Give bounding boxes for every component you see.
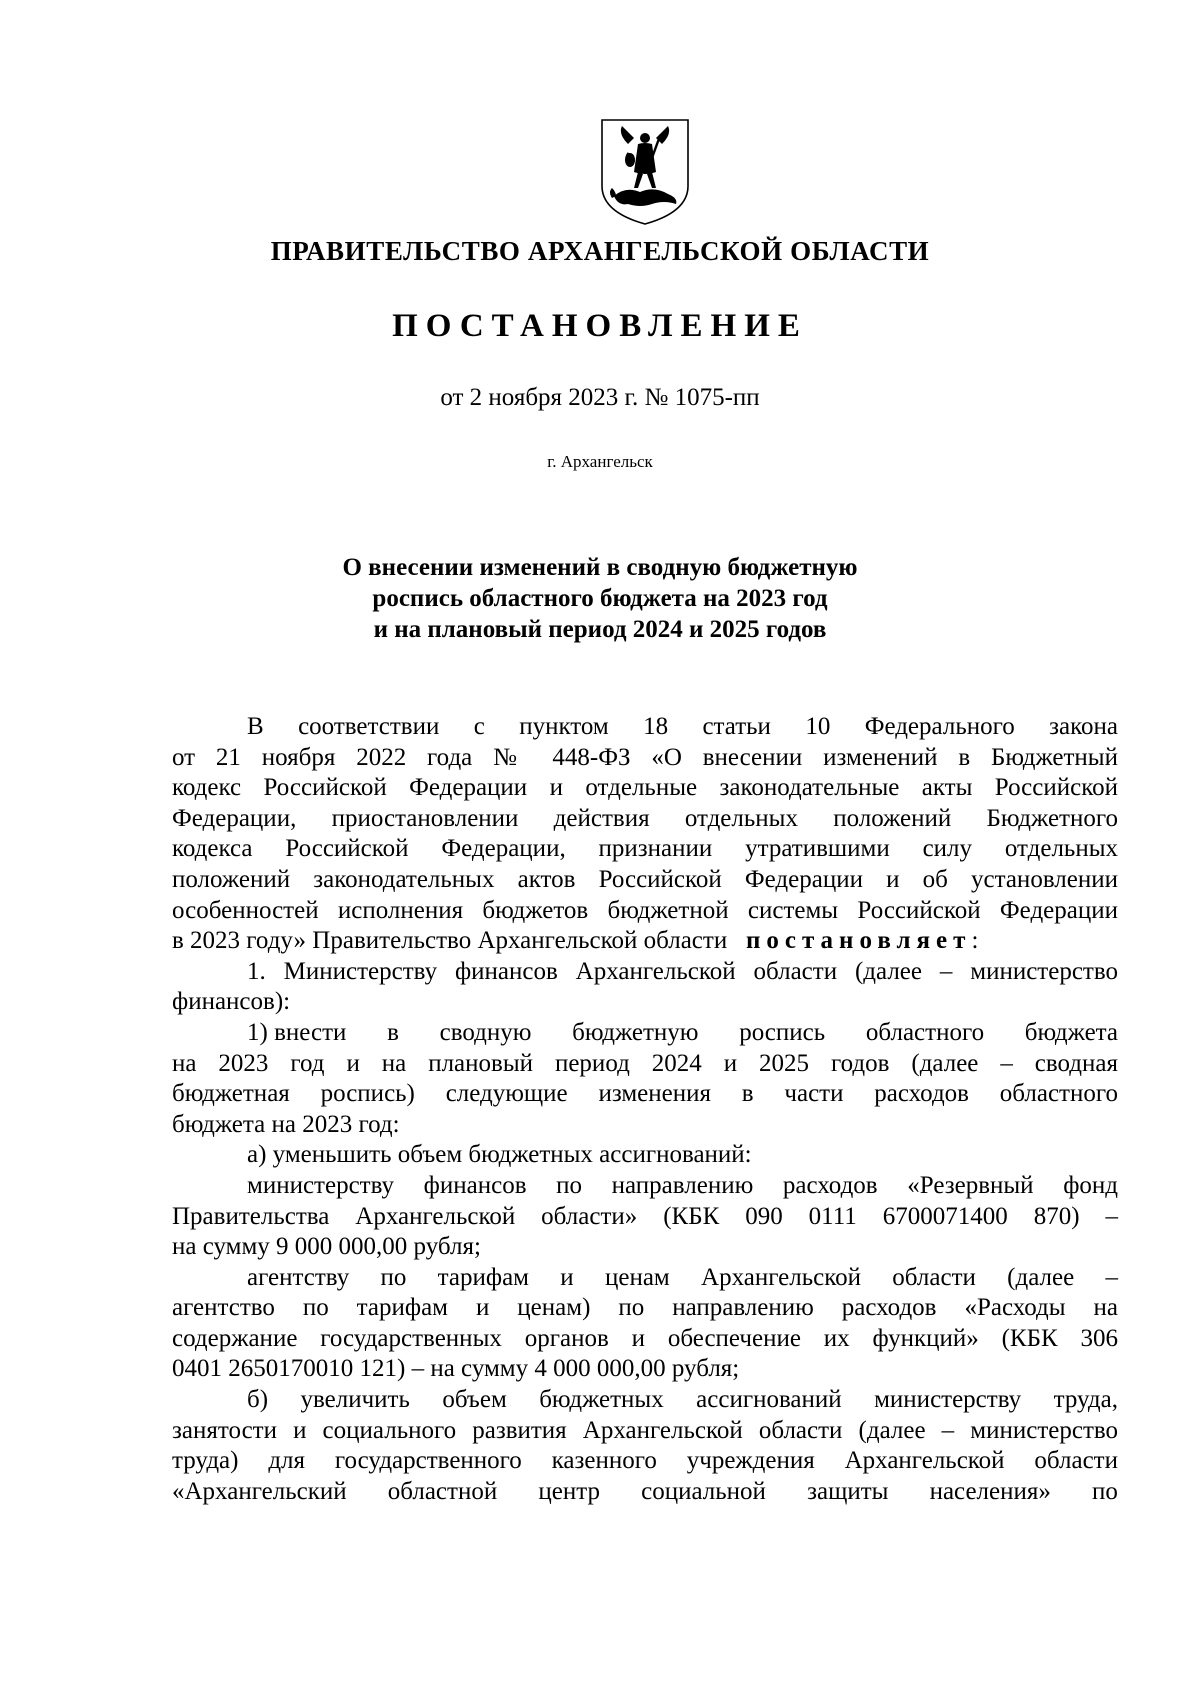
body-word: В [247,713,264,740]
body-line [172,926,1118,957]
body-word: с [473,713,485,740]
body-line: на сумму 9 000 000,00 рубля; [172,1233,481,1261]
body-line: агентству по тарифам и ценам Архангельской области (далее – [247,1263,1118,1291]
body-line: Правительства Архангельской области» (КБК 090 0111 6700071400 870) – [172,1202,1118,1230]
body-word: по [1092,1477,1118,1505]
body-line: занятости и социального развития Архангельской области (далее – министерство [172,1416,1118,1444]
body-word: 10 [805,713,831,740]
body-word: «Архангельский [172,1477,347,1505]
body-word: бюджета [1024,1018,1118,1046]
body-word: в [387,1018,399,1046]
body-line: бюджетная роспись) следующие изменения в части расходов областного [172,1080,1118,1108]
body-word: областного [865,1018,985,1046]
body-word: населения» [929,1477,1051,1505]
body-line: на 2023 год и на плановый период 2024 и 2025 годов (далее – сводная [172,1049,1118,1077]
body-word: статьи [702,713,771,740]
body-word: областной [387,1477,498,1505]
government-title: ПРАВИТЕЛЬСТВО АРХАНГЕЛЬСКОЙ ОБЛАСТИ [270,236,930,266]
body-line [172,1477,1118,1508]
document-date-number: от 2 ноября 2023 г. № 1075-пп [440,384,760,411]
body-word: 1) внести [247,1018,347,1046]
body-line: 0401 2650170010 121) – на сумму 4 000 000,00 рубля; [172,1355,740,1383]
body-line: особенностей исполнения бюджетов бюджетной системы Российской Федерации [172,896,1118,924]
subject-line: и на плановый период 2024 и 2025 годов [373,616,827,643]
body-line: кодекса Российской Федерации, признании утратившими силу отдельных [172,835,1118,863]
body-word: пунктом [519,713,609,740]
body-line: б) увеличить объем бюджетных ассигнований министерству труда, [247,1386,1118,1414]
body-word: закона [1049,713,1118,740]
body-word: 18 [643,713,669,740]
body-word: социальной [641,1477,766,1505]
colon: : [971,927,979,955]
subject-line: О внесении изменений в сводную бюджетную [342,554,858,581]
body-line: министерству финансов по направлению расходов «Резервный фонд [247,1171,1118,1199]
body-line: Федерации, приостановлении действия отдельных положений Бюджетного [172,804,1118,832]
document-city: г. Архангельск [547,452,653,471]
body-line: труда) для государственного казенного учреждения Архангельской области [172,1447,1118,1475]
body-text: в 2023 году» Правительство Архангельской области [172,927,728,955]
body-word: центр [538,1477,600,1505]
subject-line: роспись областного бюджета на 2023 год [372,585,828,612]
body-word: соответствии [298,713,440,740]
body-word: роспись [739,1018,826,1046]
body-line: а) уменьшить объем бюджетных ассигнований: [247,1141,752,1169]
body-word: бюджетную [572,1018,699,1046]
body-line: финансов): [172,988,291,1016]
body-line: от 21 ноября 2022 года № 448-ФЗ «О внесении изменений в Бюджетный [172,743,1118,771]
body-line: положений законодательных актов Российской Федерации и об установлении [172,865,1118,893]
coat-of-arms-icon [598,116,692,228]
document-body [172,712,1118,1507]
body-line [172,1018,1118,1049]
body-line: 1. Министерству финансов Архангельской области (далее – министерство [247,957,1118,985]
document-subject [0,552,1200,645]
body-line: агентство по тарифам и ценам) по направлению расходов «Расходы на [172,1294,1118,1322]
body-word: Федерального [864,713,1015,740]
body-line [172,712,1118,743]
body-line: бюджета на 2023 год: [172,1110,400,1138]
resolves-word: постановляет [745,927,972,955]
body-line: кодекс Российской Федерации и отдельные законодательные акты Российской [172,774,1118,802]
body-word: защиты [807,1477,889,1505]
body-line: содержание государственных органов и обеспечение их функций» (КБК 306 [172,1324,1118,1352]
document-type: ПОСТАНОВЛЕНИЕ [392,308,808,344]
body-word: сводную [439,1018,532,1046]
